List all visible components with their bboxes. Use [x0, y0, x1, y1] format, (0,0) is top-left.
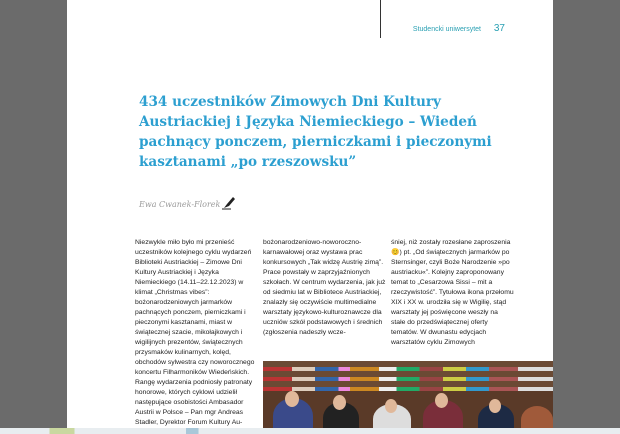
- article-title: 434 uczestników Zimowych Dni Kultury Austriackiej i Języka Niemieckiego – Wiedeń pachnący ponczem, pierniczkami i pieczonymi kasztanami „po rzeszowsku”: [139, 94, 492, 170]
- article-author: Ewa Cwanek-Florek: [139, 200, 221, 209]
- header-divider: [380, 0, 381, 38]
- article-column-3: śniej, niż zostały rozesłane zaproszenia 😊) pt. „Od świątecznych jarmarków po Sternsinger, czyli Boże Narodzenie »po austriacku«”. Kolejny zaproponowany temat to „Cesarzowa Sissi – mit a rzeczywistość”. Tytułowa ikona przełomu XIX i XX w. urodziła się w Wigilię, stąd warsztaty jej poświęcone weszły na stałe do przedświątecznej oferty tematów. W dwunastu edycjach warsztatów cyklu Zimowych: [391, 239, 514, 346]
- article-column-1: Niezwykle miło było mi przenieść uczestników kolejnego cyklu wydarzeń Biblioteki Austriackiej – Zimowe Dni Kultury Austriackiej i Języka Niemieckiego (14.11–22.12.2023) w klimat „Christmas vibes”: bożonarodzeniowych jarmarków pachnących ponczem, pierniczkami i pieczonymi kasztanami, miast w świątecznej szacie, mikołajkowych i wigilijnych prezentów, świątecznych przysmaków kulinarnych, kolęd, obchodów sylwestra czy noworocznego koncertu Filharmoników Wiedeńskich. Rangę wydarzenia podniosły patronaty honorowe, których cyklowi udzielił następujące osobistości Ambasador Austrii w Polsce – Pan mgr Andreas Stadler, Dyrektor Forum Kultury Au-: [135, 239, 255, 426]
- journal-name: Studencki uniwersytet: [412, 26, 481, 33]
- page-number: 37: [493, 23, 505, 34]
- document-page: [67, 0, 553, 434]
- viewer-bottom-strip: [0, 428, 620, 434]
- article-photo: [263, 361, 553, 434]
- article-column-2: bożonarodzeniowo-noworoczno-karnawałowej oraz wystawa prac konkursowych „Tak widzę Austrię zimą”. Prace powstały w zaprzyjaźnionych szkołach. W centrum wydarzenia, jak już od siedmiu lat w Bibliotece Austriackiej, znalazły się oczywiście multimedialne warsztaty językowo-kulturoznawcze dla uczniów szkół podstawowych i średnich (zgłoszenia nadeszły wcze-: [263, 239, 386, 336]
- pen-icon: [222, 196, 238, 210]
